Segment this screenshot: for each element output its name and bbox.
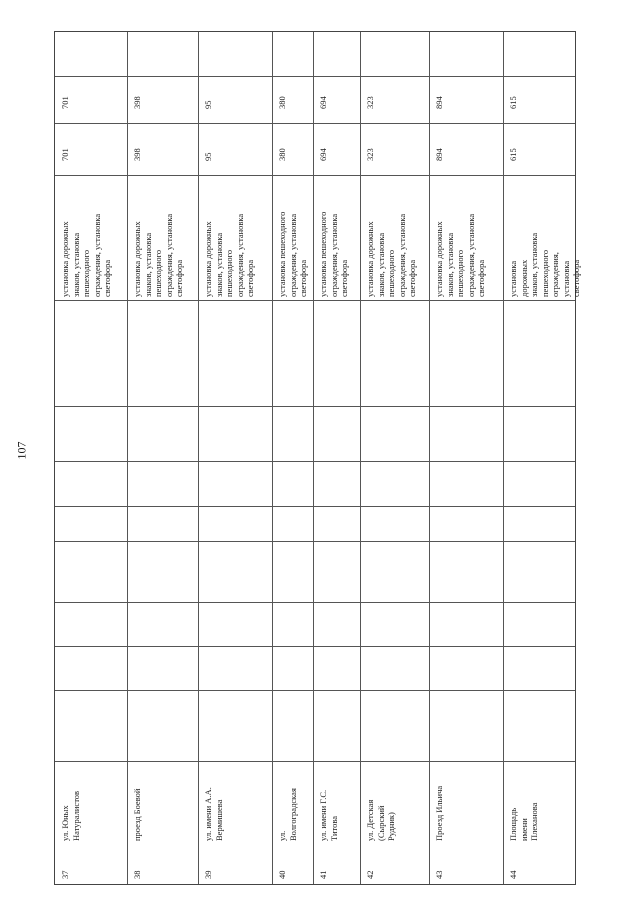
street-name: ул. имени А.А. Вермишева — [203, 787, 224, 841]
row-number: 41 — [318, 870, 328, 879]
column-divider — [272, 32, 273, 884]
page-number — [12, 430, 32, 470]
row-divider — [55, 300, 575, 301]
measures-text: установка пешеходного ограждения, установка светофора — [277, 211, 308, 297]
value-a: 380 — [277, 148, 287, 161]
measures-text: установка дорожных знаков, установка пешеходного ограждения, установка светофора — [60, 213, 112, 297]
street-name: ул. имени Г.С. Титова — [318, 789, 339, 841]
row-divider — [55, 76, 575, 77]
value-b: 95 — [203, 100, 213, 109]
column-divider — [127, 32, 128, 884]
row-divider — [55, 506, 575, 507]
row-number: 40 — [277, 870, 287, 879]
street-name: проезд Боевой — [132, 788, 142, 841]
row-divider — [55, 646, 575, 647]
measures-text: установка пешеходного ограждения, установка светофора — [318, 211, 349, 297]
value-a: 894 — [434, 148, 444, 161]
row-divider — [55, 175, 575, 176]
rotated-data-table — [54, 31, 581, 885]
measures-text: установка дорожных знаков, установка пешеходного ограждения, установка светофора — [508, 232, 581, 297]
value-a: 398 — [132, 148, 142, 161]
page-number-text: 107 — [14, 441, 29, 459]
column-divider — [198, 32, 199, 884]
value-b: 398 — [132, 96, 142, 109]
measures-text: установка дорожных знаков, установка пешеходного ограждения, установка светофора — [434, 213, 486, 297]
value-b: 380 — [277, 96, 287, 109]
value-a: 694 — [318, 148, 328, 161]
column-divider — [503, 32, 504, 884]
column-divider — [313, 32, 314, 884]
value-b: 615 — [508, 96, 518, 109]
row-number: 38 — [132, 870, 142, 879]
value-a: 95 — [203, 152, 213, 161]
row-number: 37 — [60, 870, 70, 879]
row-divider — [55, 541, 575, 542]
street-name: ул. Детская (Сырский Рудник) — [365, 799, 396, 841]
value-b: 323 — [365, 96, 375, 109]
value-b: 694 — [318, 96, 328, 109]
column-divider — [360, 32, 361, 884]
value-a: 701 — [60, 148, 70, 161]
row-divider — [55, 690, 575, 691]
street-name: ул. Юных Натуралистов — [60, 790, 81, 841]
row-divider — [55, 406, 575, 407]
value-b: 894 — [434, 96, 444, 109]
value-a: 615 — [508, 148, 518, 161]
column-divider — [429, 32, 430, 884]
measures-text: установка дорожных знаков, установка пешеходного ограждения, установка светофора — [365, 213, 417, 297]
street-name: Площадь имени Плеханова — [508, 802, 539, 841]
row-divider — [55, 123, 575, 124]
row-number: 39 — [203, 870, 213, 879]
row-divider — [55, 602, 575, 603]
row-divider — [55, 461, 575, 462]
row-number: 42 — [365, 870, 375, 879]
value-b: 701 — [60, 96, 70, 109]
value-a: 323 — [365, 148, 375, 161]
row-divider — [55, 761, 575, 762]
measures-text: установка дорожных знаков, установка пешеходного ограждения, установка светофора — [203, 213, 255, 297]
row-number: 43 — [434, 870, 444, 879]
street-name: Проезд Ильича — [434, 785, 444, 841]
measures-text: установка дорожных знаков, установка пешеходного ограждения, установка светофора — [132, 213, 184, 297]
row-number: 44 — [508, 870, 518, 879]
street-name: ул. Волгоградская — [277, 788, 298, 841]
